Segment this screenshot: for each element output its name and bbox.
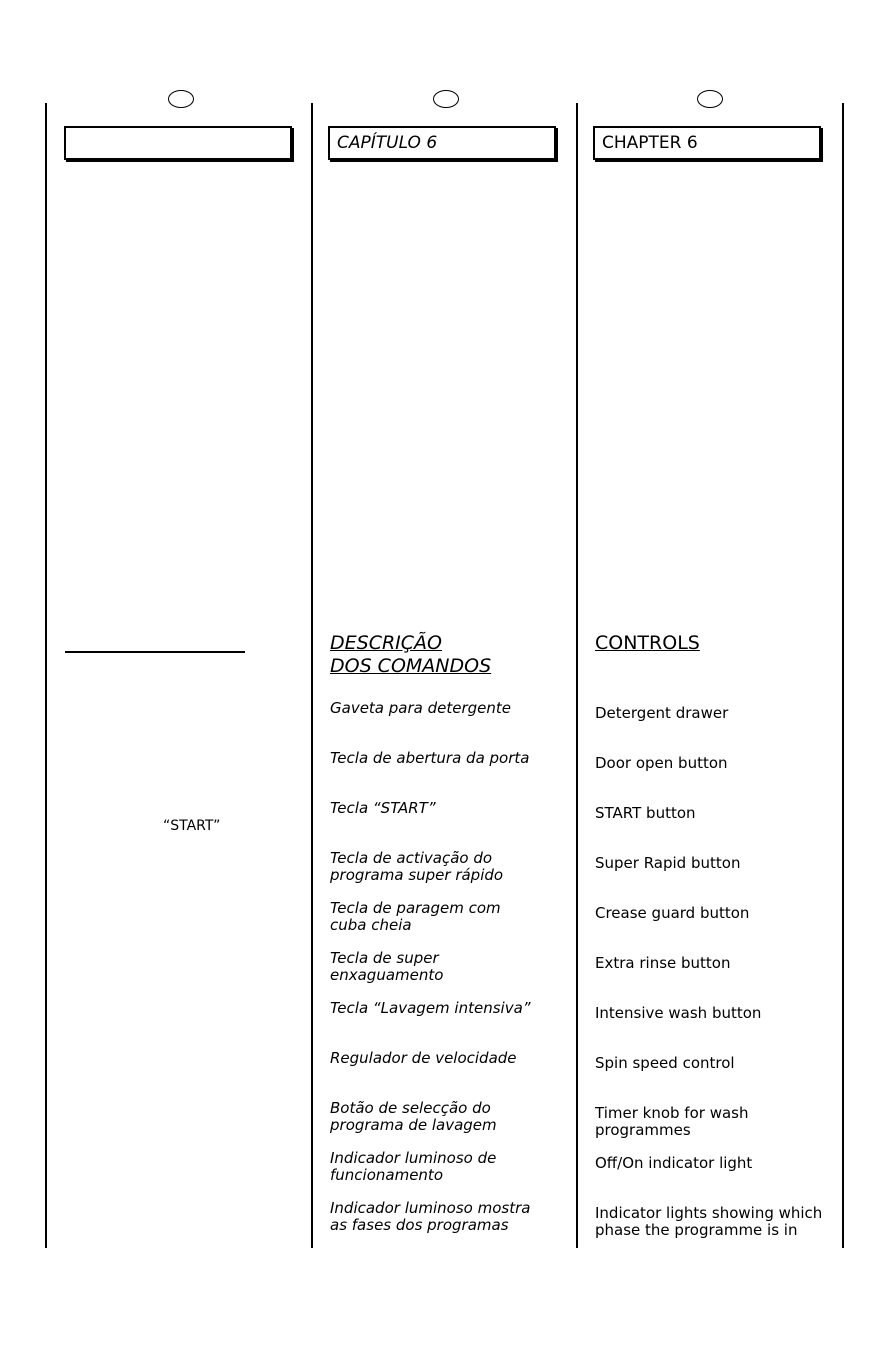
chapter-box-left [64, 126, 292, 160]
list-item: Detergent drawer [595, 704, 729, 722]
list-item: Tecla de activação do programa super rápido [330, 849, 504, 884]
column-divider [576, 103, 578, 1248]
list-item: Off/On indicator light [595, 1154, 753, 1172]
list-item: Indicator lights showing which phase the programme is in [595, 1204, 823, 1239]
list-item: Timer knob for wash programmes [595, 1104, 749, 1139]
column-divider [842, 103, 844, 1248]
list-item: Tecla de paragem com cuba cheia [330, 899, 501, 934]
list-item: Tecla “START” [330, 799, 436, 817]
list-item: Crease guard button [595, 904, 750, 922]
list-item: Super Rapid button [595, 854, 741, 872]
language-marker-left [168, 90, 194, 108]
start-label-left: “START” [163, 818, 221, 834]
list-item: Botão de selecção do programa de lavagem [330, 1099, 497, 1134]
list-item: Tecla de abertura da porta [330, 749, 530, 767]
list-item: START button [595, 804, 696, 822]
heading-underline-left [65, 651, 245, 653]
list-item: Indicador luminoso de funcionamento [330, 1149, 497, 1184]
section-heading-line1: DESCRIÇÃO [330, 632, 442, 654]
list-item: Spin speed control [595, 1054, 735, 1072]
chapter-box-middle [328, 126, 556, 160]
chapter-title-right: CHAPTER 6 [602, 133, 698, 153]
list-item: Gaveta para detergente [330, 699, 511, 717]
column-divider [45, 103, 47, 1248]
section-heading-right: CONTROLS [595, 632, 700, 654]
section-heading-line2: DOS COMANDOS [330, 655, 492, 677]
list-item: Tecla “Lavagem intensiva” [330, 999, 531, 1017]
list-item: Intensive wash button [595, 1004, 762, 1022]
section-heading-middle [330, 632, 491, 678]
list-item: Regulador de velocidade [330, 1049, 517, 1067]
chapter-box-right [593, 126, 821, 160]
column-divider [311, 103, 313, 1248]
language-marker-middle [433, 90, 459, 108]
language-marker-right [697, 90, 723, 108]
chapter-title-middle: CAPÍTULO 6 [337, 133, 438, 153]
list-item: Door open button [595, 754, 728, 772]
list-item: Indicador luminoso mostra as fases dos programas [330, 1199, 531, 1234]
list-item: Tecla de super enxaguamento [330, 949, 444, 984]
list-item: Extra rinse button [595, 954, 731, 972]
